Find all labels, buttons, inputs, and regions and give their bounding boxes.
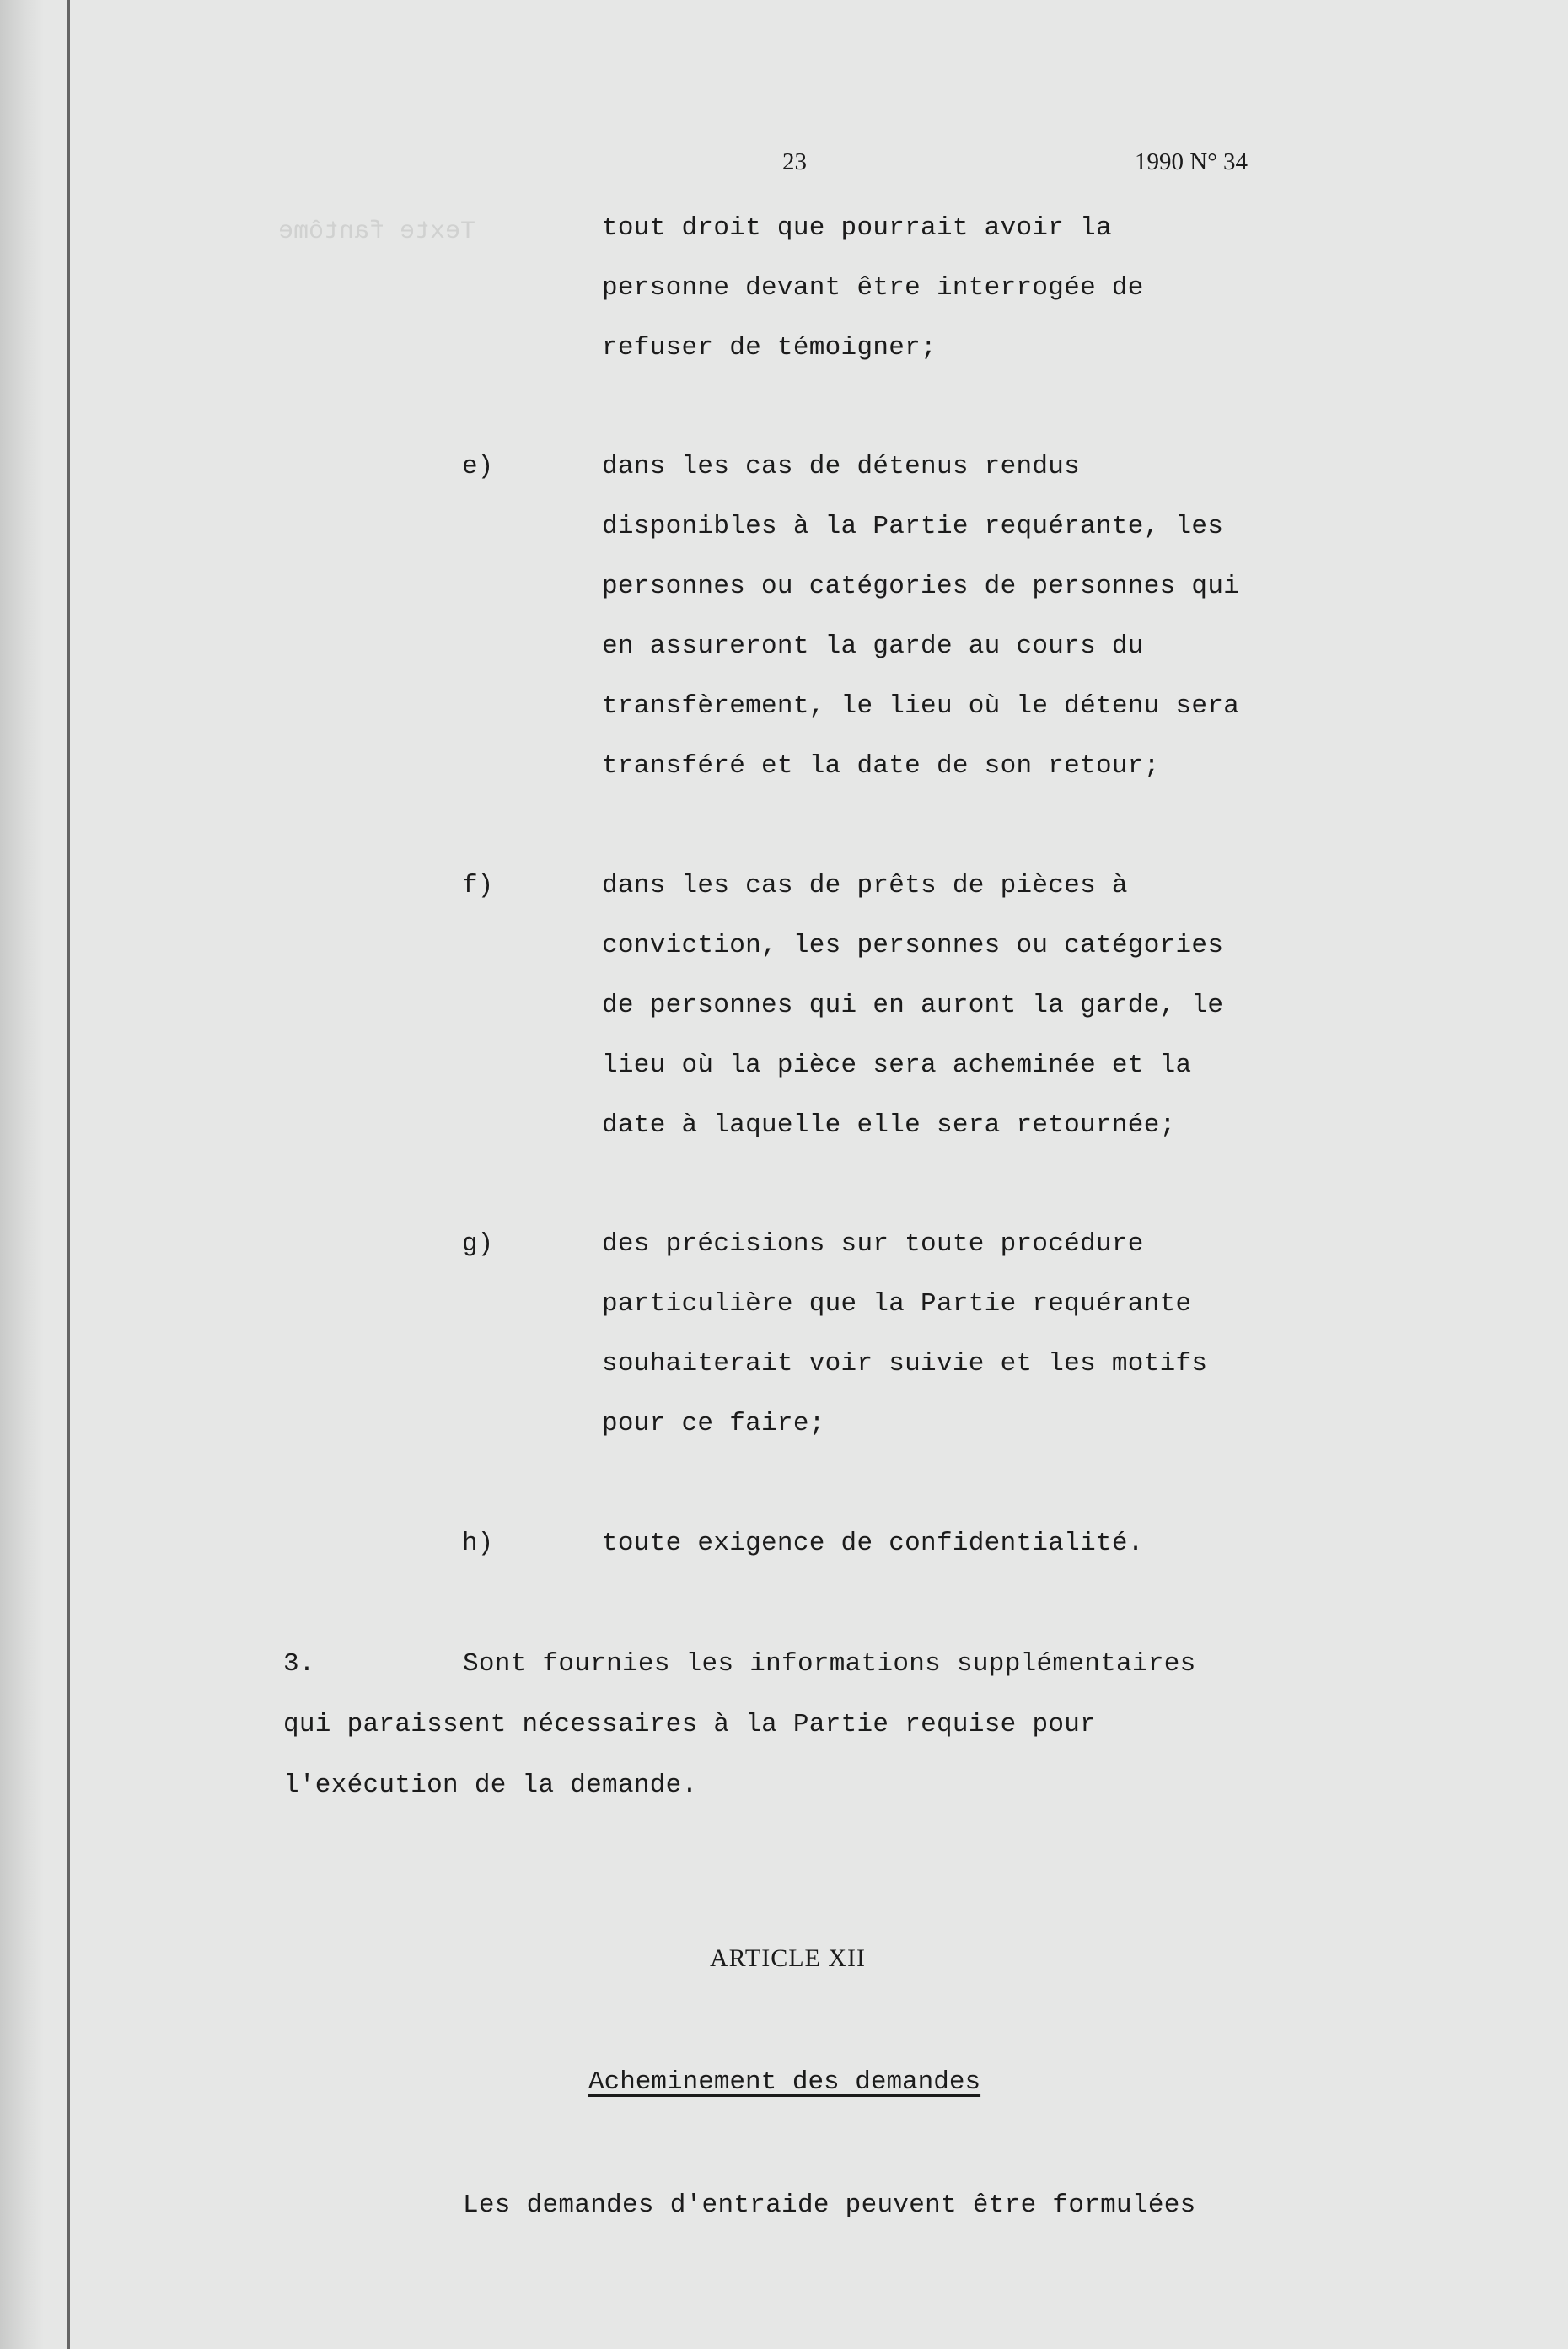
bleed-through-text: Texte fantôme <box>278 218 476 246</box>
text-line: en assureront la garde au cours du <box>602 632 1144 661</box>
text-line: transfèrement, le lieu où le détenu sera <box>602 691 1240 721</box>
text-line: souhaiterait voir suivie et les motifs <box>602 1349 1208 1379</box>
text-line: personnes ou catégories de personnes qui <box>602 572 1240 601</box>
text-line: de personnes qui en auront la garde, le <box>602 991 1224 1020</box>
text-line: particulière que la Partie requérante <box>602 1289 1192 1319</box>
binding-line <box>67 0 70 2349</box>
paragraph-label-3: 3. <box>283 1649 315 1679</box>
article-title: ARTICLE XII <box>710 1944 866 1972</box>
page-edge-shadow <box>0 0 44 2349</box>
item-label-f: f) <box>462 871 494 900</box>
text-line: date à laquelle elle sera retournée; <box>602 1110 1176 1140</box>
text-line: transféré et la date de son retour; <box>602 751 1160 781</box>
item-label-g: g) <box>462 1229 494 1259</box>
item-label-e: e) <box>462 452 494 481</box>
text-line: lieu où la pièce sera acheminée et la <box>602 1051 1192 1080</box>
text-line: qui paraissent nécessaires à la Partie requise pour <box>283 1710 1097 1739</box>
text-line: refuser de témoigner; <box>602 333 937 363</box>
text-line: conviction, les personnes ou catégories <box>602 931 1224 960</box>
text-line: Sont fournies les informations supplémentaires <box>463 1649 1196 1679</box>
text-line: Les demandes d'entraide peuvent être formulées <box>463 2190 1196 2220</box>
text-line: l'exécution de la demande. <box>283 1771 698 1800</box>
text-line: toute exigence de confidentialité. <box>602 1529 1144 1558</box>
page-number: 23 <box>782 148 807 175</box>
text-line: tout droit que pourrait avoir la <box>602 213 1112 243</box>
text-line: des précisions sur toute procédure <box>602 1229 1144 1259</box>
article-subtitle: Acheminement des demandes <box>588 2067 981 2097</box>
year-number: 1990 N° 34 <box>1135 148 1248 175</box>
text-line: pour ce faire; <box>602 1409 825 1438</box>
text-line: dans les cas de détenus rendus <box>602 452 1081 481</box>
text-line: personne devant être interrogée de <box>602 273 1144 303</box>
item-label-h: h) <box>462 1529 494 1558</box>
text-line: dans les cas de prêts de pièces à <box>602 871 1128 900</box>
text-line: disponibles à la Partie requérante, les <box>602 512 1224 541</box>
